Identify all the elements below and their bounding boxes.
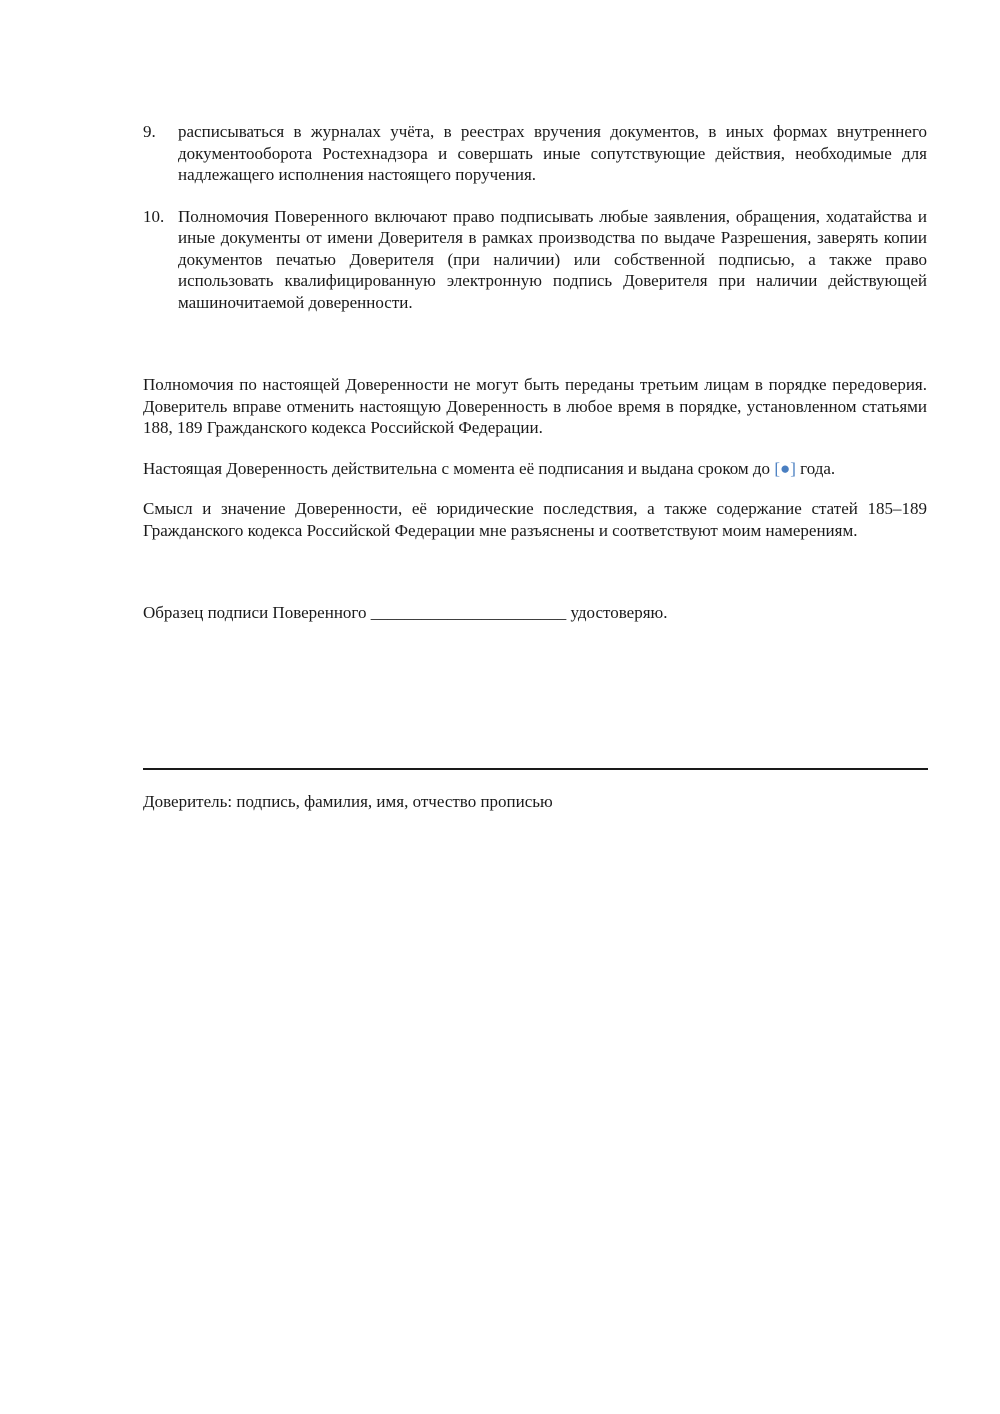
list-item-9 <box>143 121 927 186</box>
list-number: 10. <box>143 206 165 226</box>
validity-text-end: года. <box>795 458 836 478</box>
paragraph-sample-signature: Образец подписи Поверенного _______________________ удостоверяю. <box>143 603 668 622</box>
list-item-text: Полномочия Поверенного включают право подписывать любые заявления, обращения, ходатайства и иные документы от имени Доверителя в рамках производства по выдаче Разрешения, заверять копии документов печатью Доверителя (при наличии) или собственной подписью, а также право использовать квалифицированную электронную подпись Доверителя при наличии действующей машиночитаемой доверенности. <box>178 206 927 312</box>
document-body <box>143 121 927 624</box>
date-placeholder[interactable]: [●] <box>774 458 796 478</box>
list-item-10 <box>143 206 927 314</box>
signature-caption: Доверитель: подпись, фамилия, имя, отчество прописью <box>143 792 553 811</box>
paragraph-meaning: Смысл и значение Доверенности, её юридические последствия, а также содержание статей 185–189 Гражданского кодекса Российской Федерации мне разъяснены и соответствуют моим намерениям. <box>143 499 927 540</box>
paragraph-no-transfer: Полномочия по настоящей Доверенности не могут быть переданы третьим лицам в порядке передоверия. Доверитель вправе отменить настоящую Доверенность в любое время в порядке, установленном статьями 188, 189 Гражданского кодекса Российской Федерации. <box>143 375 927 437</box>
signature-line <box>143 768 928 770</box>
paragraph-validity <box>143 458 927 480</box>
list-item-text: расписываться в журналах учёта, в реестрах вручения документов, в иных формах внутреннего документооборота Ростехнадзора и совершать иные сопутствующие действия, необходимые для надлежащего исполнения настоящего поручения. <box>178 122 927 184</box>
validity-text-start: Настоящая Доверенность действительна с момента её подписания и выдана сроком до <box>143 458 775 478</box>
list-number: 9. <box>143 122 156 141</box>
